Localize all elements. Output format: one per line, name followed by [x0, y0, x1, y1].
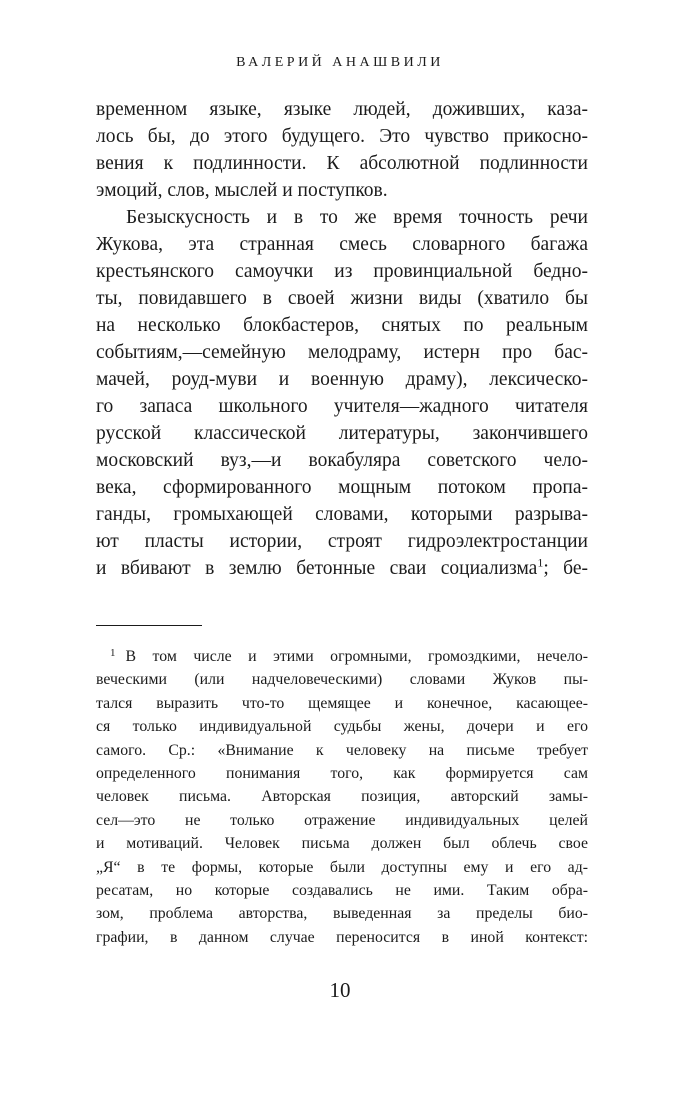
- footnote-line: зом, проблема авторства, выведенная за пределы био-: [96, 905, 588, 923]
- text-line: го запаса школьного учителя—жадного читателя: [96, 396, 588, 417]
- footnote-line: веческими (или надчеловеческими) словами Жуков пы-: [96, 671, 588, 689]
- text-line: московский вуз,—и вокабуляра советского чело-: [96, 450, 588, 471]
- text-line: мачей, роуд-муви и военную драму), лексическо-: [96, 369, 588, 390]
- text-line: ют пласты истории, строят гидроэлектростанции: [96, 531, 588, 552]
- footnote-line: [96, 645, 588, 668]
- text-line: крестьянского самоучки из провинциальной бедно-: [96, 261, 588, 282]
- text-line: Жукова, эта странная смесь словарного багажа: [96, 234, 588, 255]
- text-line: эмоций, слов, мыслей и поступков.: [96, 180, 388, 201]
- text-fragment: и вбивают в землю бетонные сваи социализма: [96, 558, 538, 579]
- footnote-text: В том числе и этими огромными, громоздкими, нечело-: [125, 648, 588, 665]
- footnote-line: самого. Ср.: «Внимание к человеку на письме требует: [96, 741, 588, 759]
- text-line: Безыскусность и в то же время точность речи: [126, 207, 588, 228]
- main-text: [96, 96, 588, 582]
- footnote-line: „Я“ в те формы, которые были доступны ему и его ад-: [96, 858, 588, 876]
- text-line: событиям,—семейную мелодраму, истерн про бас-: [96, 342, 588, 363]
- text-fragment: ; бе-: [543, 558, 588, 579]
- text-line: ты, повидавшего в своей жизни виды (хватило бы: [96, 288, 588, 309]
- page-number: 10: [329, 978, 351, 1002]
- running-head: ВАЛЕРИЙ АНАШВИЛИ: [236, 55, 444, 70]
- footnote-line: ся только индивидуальной судьбы жены, дочери и его: [96, 718, 588, 736]
- text-line: лось бы, до этого будущего. Это чувство прикосно-: [96, 126, 588, 147]
- footnote-line: ресатам, но которые создавались не ими. Таким обра-: [96, 881, 588, 899]
- footnote-marker: 1: [110, 647, 116, 659]
- text-line: ганды, громыхающей словами, которыми разрыва-: [96, 504, 588, 525]
- text-line: временном языке, языке людей, доживших, каза-: [96, 99, 588, 120]
- footnote-line: определенного понимания того, как формируется сам: [96, 764, 588, 782]
- footnote-line: человек письма. Авторская позиция, авторский замы-: [96, 788, 588, 806]
- footnote-line: тался выразить что-то щемящее и конечное, касающее-: [96, 694, 588, 712]
- footnote: [96, 645, 588, 949]
- footnote-separator: [96, 625, 202, 626]
- footnote-line: и мотиваций. Человек письма должен был облечь свое: [96, 835, 588, 853]
- footnote-line: графии, в данном случае переносится в иной контекст:: [96, 928, 588, 946]
- text-line: русской классической литературы, закончившего: [96, 423, 588, 444]
- text-line: вения к подлинности. К абсолютной подлинности: [96, 153, 588, 174]
- footnote-line: сел—это не только отражение индивидуальных целей: [96, 811, 588, 829]
- text-line: века, сформированного мощным потоком пропа-: [96, 477, 588, 498]
- text-line: на несколько блокбастеров, снятых по реальным: [96, 315, 588, 336]
- footnote-reference[interactable]: 1: [537, 555, 544, 570]
- text-line-with-footnote-ref: [96, 555, 588, 582]
